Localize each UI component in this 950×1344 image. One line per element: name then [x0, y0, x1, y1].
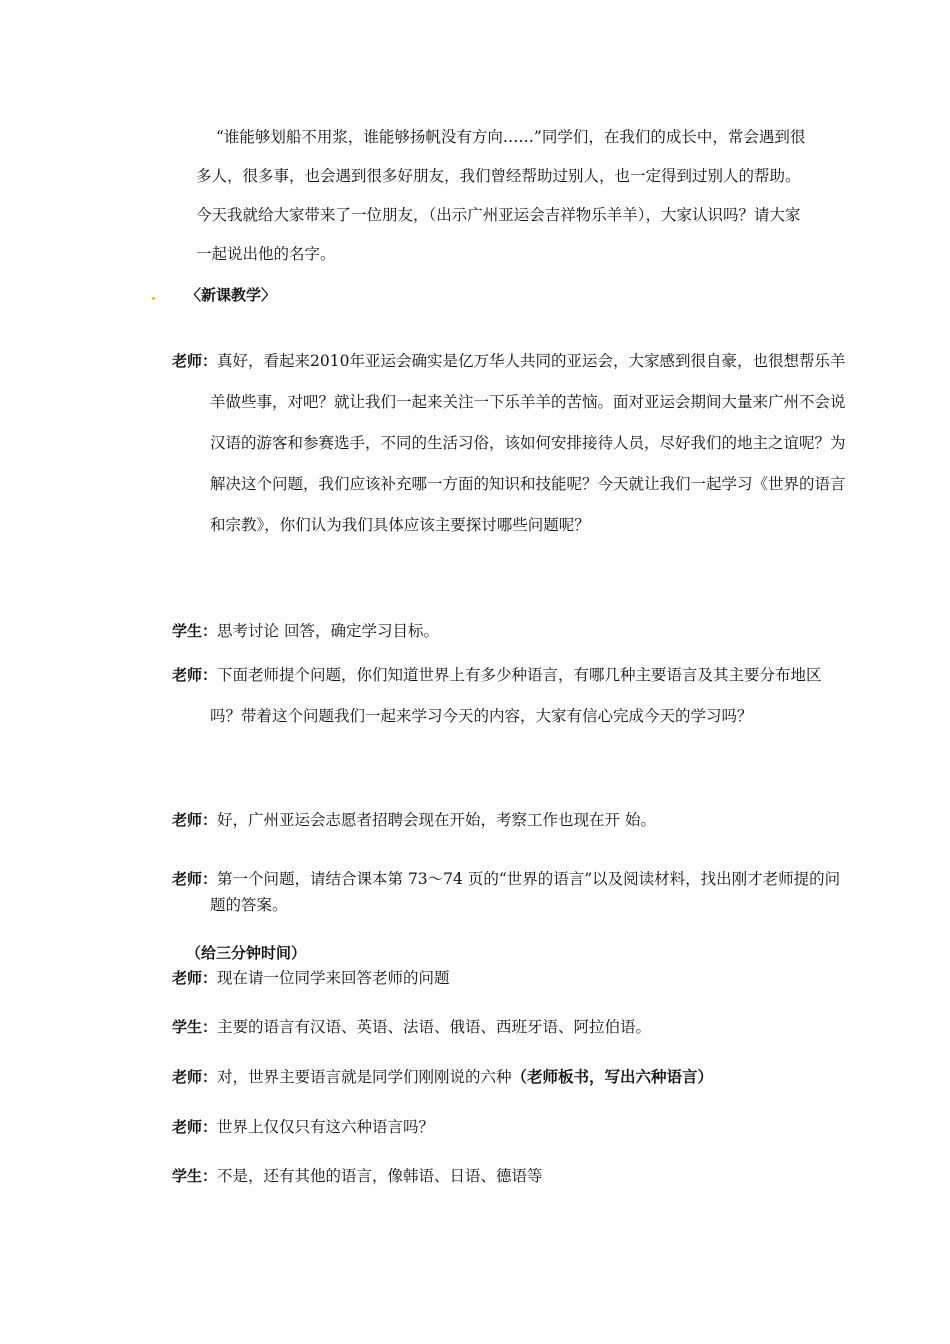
dialogue-text: 对，世界主要语言就是同学们刚刚说的六种	[217, 1068, 512, 1086]
dialogue-text: 下面老师提个问题，你们知道世界上有多少种语言，有哪几种主要语言及其主要分布地区吗？带着这个问题我们一起来学习今天的内容，大家有信心完成今天的学习吗？	[210, 666, 822, 725]
dialogue-text: 好，广州亚运会志愿者招聘会现在开始，考察工作也现在开 始。	[217, 811, 656, 829]
speaker-label: 老师：	[172, 352, 218, 370]
dialogue-entry	[172, 866, 850, 918]
dialogue-text: 主要的语言有汉语、英语、法语、俄语、西班牙语、阿拉伯语。	[217, 1018, 652, 1036]
speaker-label: 学生：	[172, 1018, 218, 1036]
dialogue-entry	[172, 965, 850, 991]
speaker-label: 老师：	[172, 811, 218, 829]
dialogue-entry	[172, 1163, 850, 1189]
dialogue-entry	[172, 655, 850, 737]
section-note-three-minutes: （给三分钟时间）	[186, 944, 307, 962]
speaker-label: 老师：	[172, 1068, 218, 1086]
speaker-label: 学生：	[172, 1167, 218, 1185]
stray-mark	[152, 297, 155, 300]
dialogue-entry	[172, 1064, 850, 1090]
speaker-label: 老师：	[172, 666, 218, 684]
dialogue-text: 世界上仅仅只有这六种语言吗？	[217, 1118, 435, 1136]
dialogue-text: 真好，看起来2010年亚运会确实是亿万华人共同的亚运会，大家感到很自豪，也很想帮乐羊羊做些事，对吧？就让我们一起来关注一下乐羊羊的苦恼。面对亚运会期间大量来广州不会说汉语的游客和参赛选手，不同的生活习俗，该如何安排接待人员，尽好我们的地主之谊呢？为解决这个问题，我们应该补充哪一方面的知识和技能呢？今天就让我们一起学习《世界的语言和宗教》，你们认为我们具体应该主要探讨哪些问题呢？	[210, 352, 846, 534]
dialogue-text: 现在请一位同学来回答老师的问题	[217, 969, 450, 987]
speaker-label: 学生：	[172, 622, 218, 640]
speaker-label: 老师：	[172, 1118, 218, 1136]
dialogue-entry	[172, 611, 850, 652]
dialogue-entry	[172, 1114, 850, 1140]
dialogue-entry	[172, 341, 850, 546]
dialogue-text: 第一个问题，请结合课本第 73～74 页的“世界的语言”以及阅读材料，找出刚才老师提的问题的答案。	[210, 870, 841, 914]
intro-paragraph: “谁能够划船不用浆，谁能够扬帆没有方向……”同学们，在我们的成长中，常会遇到很多人，很多事，也会遇到很多好朋友，我们曾经帮助过别人，也一定得到过别人的帮助。今天我就给大家带来了一位朋友，（出示广州亚运会吉祥物乐羊羊），大家认识吗？请大家一起说出他的名字。	[196, 128, 806, 263]
dialogue-entry	[172, 800, 850, 841]
dialogue-text: 思考讨论 回答，确定学习目标。	[217, 622, 439, 640]
section-heading-new-lesson: 〈新课教学〉	[186, 286, 277, 304]
speaker-label: 老师：	[172, 870, 218, 888]
dialogue-entry	[172, 1014, 850, 1040]
blackboard-note: （老师板书，写出六种语言）	[511, 1068, 714, 1086]
speaker-label: 老师：	[172, 969, 218, 987]
dialogue-text: 不是，还有其他的语言，像韩语、日语、德语等	[217, 1167, 543, 1185]
